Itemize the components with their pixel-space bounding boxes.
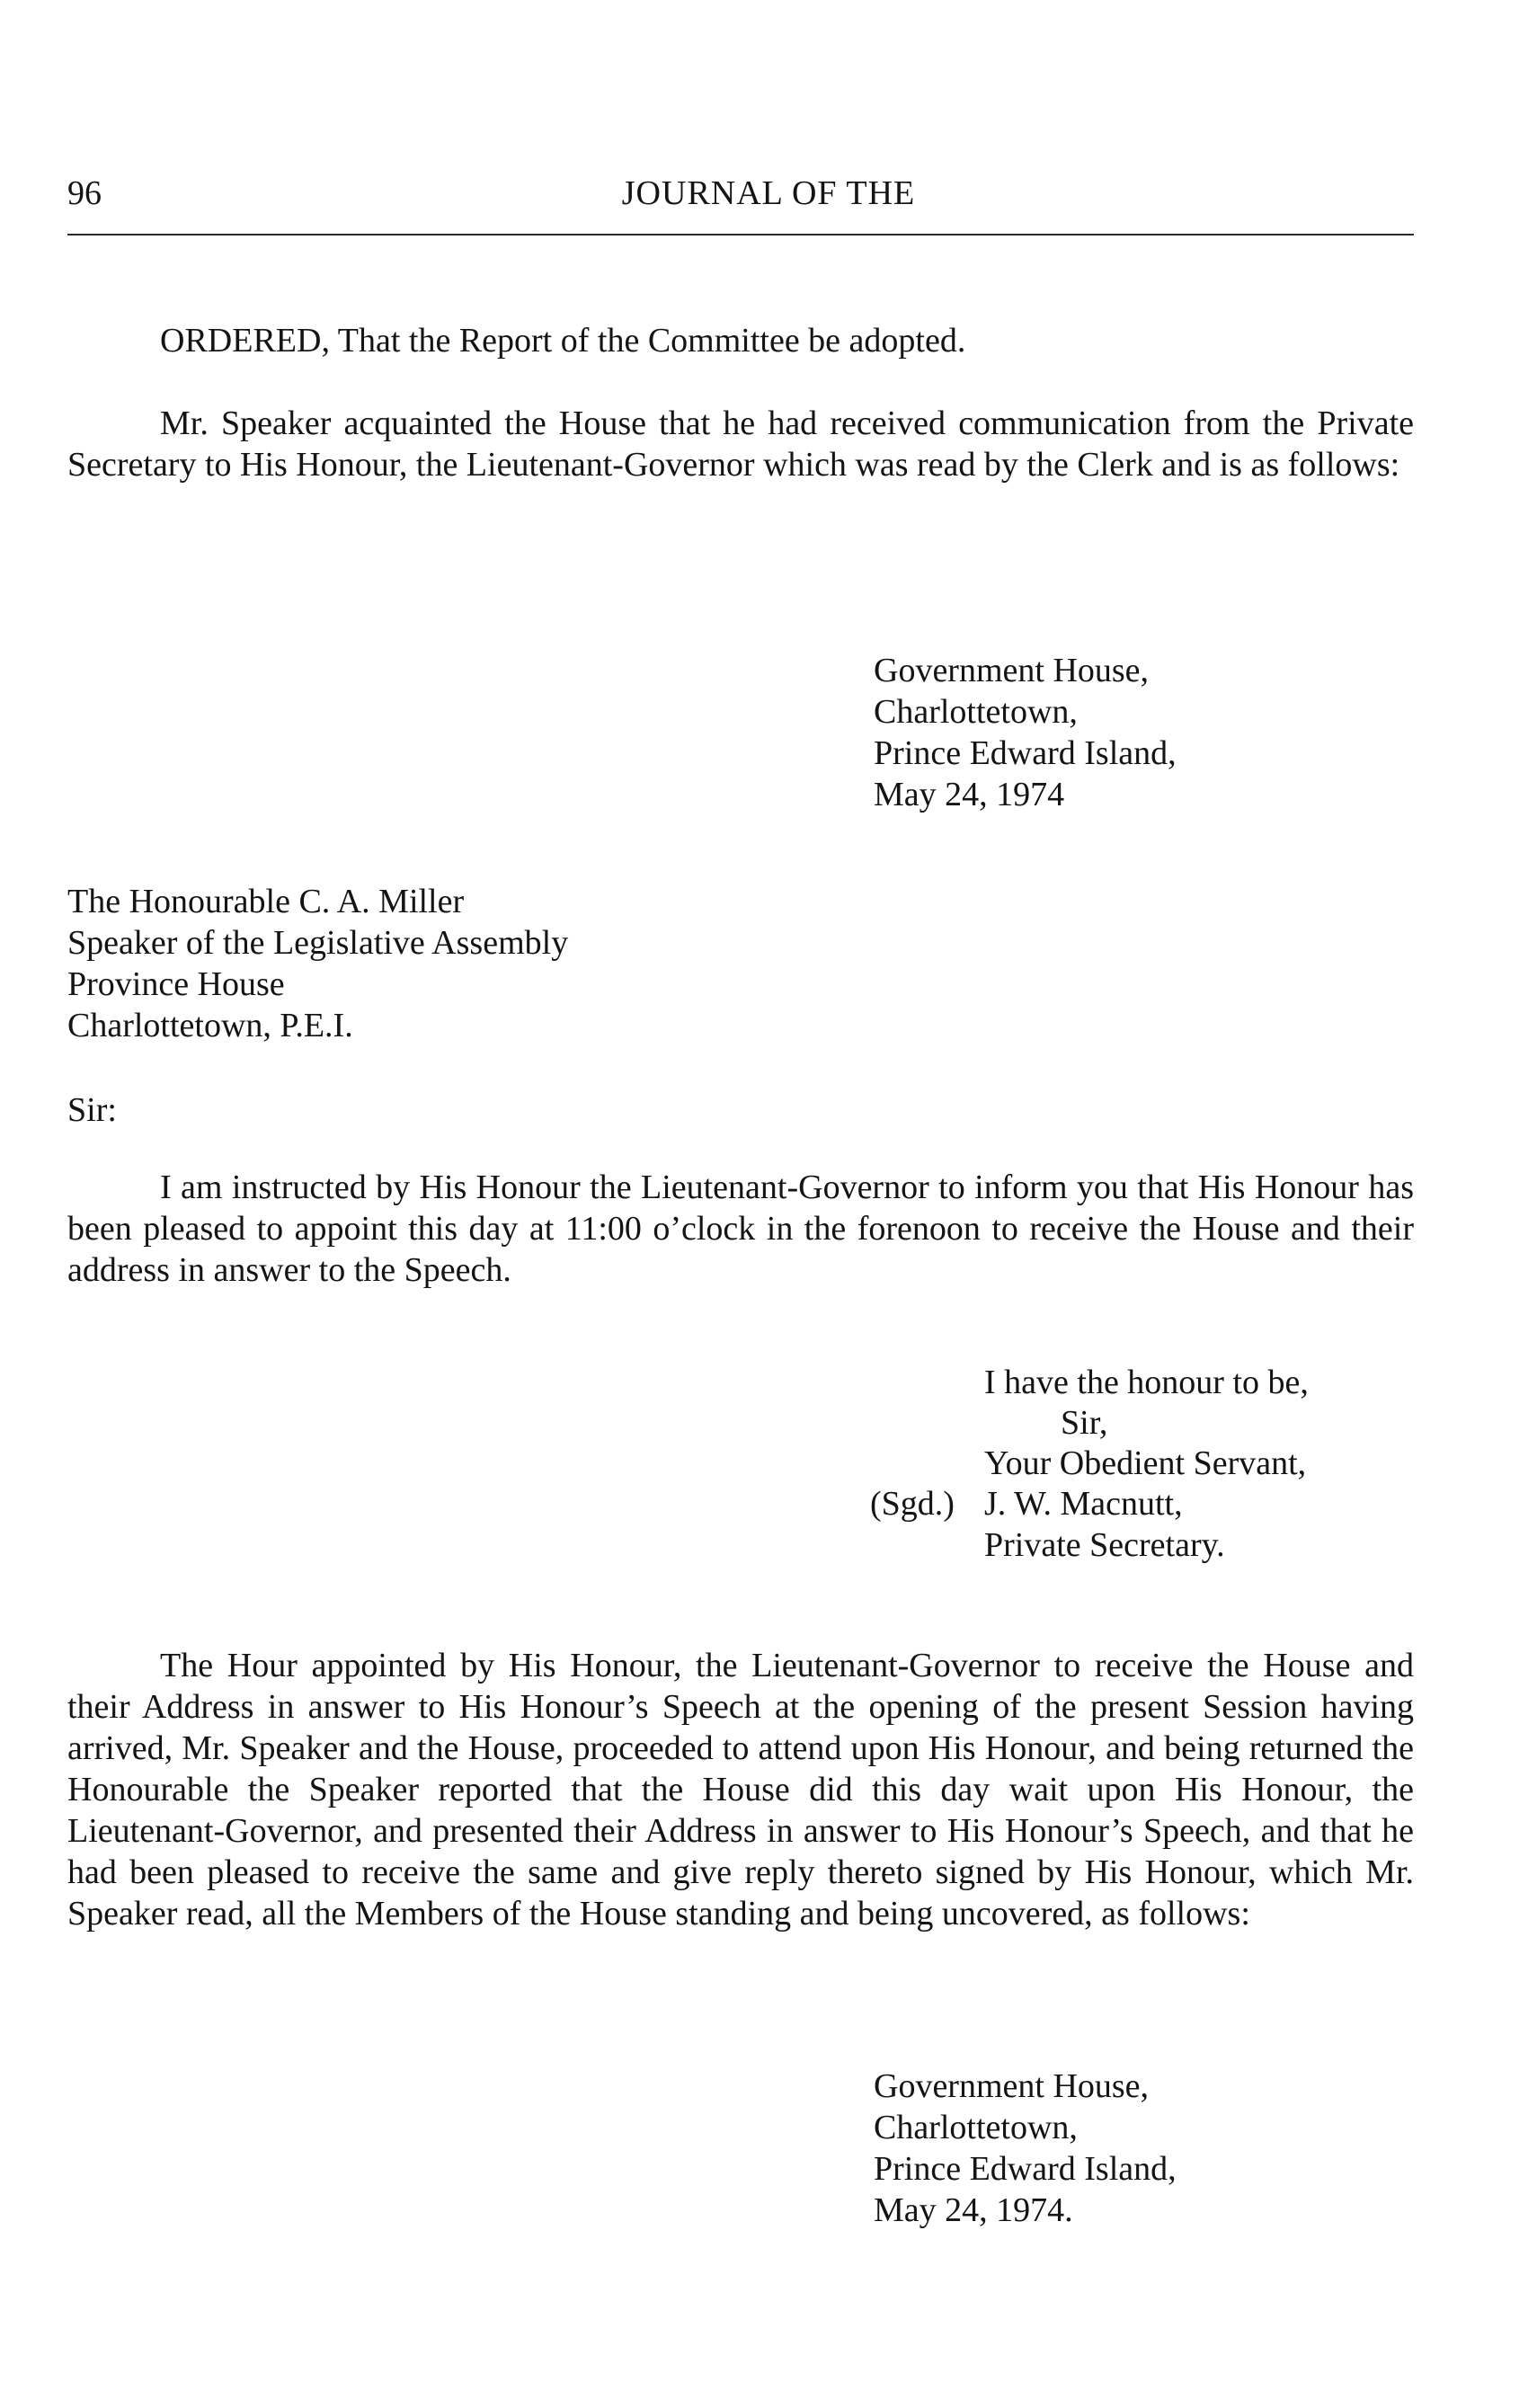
recipient-line-3: Province House: [67, 965, 285, 1003]
recipient-block: [67, 881, 568, 1046]
hour-paragraph: The Hour appointed by His Honour, the Lieutenant-Governor to receive the House and their Address in answer to His Honour’s Speech at the opening of the present Session having arrived, Mr. Speaker and the House, proceeded to attend upon His Honour, and being returned the Honourable the Speaker reported that the House did this day wait upon His Honour, the Lieutenant-Governor, and presented their Address in answer to His Honour’s Speech, and that he had been pleased to receive the same and give reply thereto signed by His Honour, which Mr. Speaker read, all the Members of the House standing and being uncovered, as follows:: [67, 1647, 1414, 1933]
letter2-address-line-3: Prince Edward Island,: [874, 2150, 1177, 2188]
recipient-line-1: The Honourable C. A. Miller: [67, 883, 465, 920]
closing-line-3: Your Obedient Servant,: [984, 1444, 1307, 1482]
letter1-address-block: [874, 650, 1177, 815]
recipient-line-4: Charlottetown, P.E.I.: [67, 1007, 353, 1044]
letter2-address-block: [874, 2066, 1177, 2231]
salutation: Sir:: [67, 1091, 117, 1129]
letter2-address-line-2: Charlottetown,: [874, 2109, 1078, 2146]
letter1-address-line-3: Prince Edward Island,: [874, 734, 1177, 772]
signatory-title: Private Secretary.: [984, 1526, 1225, 1564]
letter2-date: May 24, 1974.: [874, 2191, 1073, 2229]
intro-paragraph: Mr. Speaker acquainted the House that he had received communication from the Private Secretary to His Honour, the Lieutenant-Governor which was read by the Clerk and is as follows:: [67, 404, 1414, 484]
closing-line-1: I have the honour to be,: [984, 1364, 1309, 1401]
recipient-line-2: Speaker of the Legislative Assembly: [67, 924, 569, 962]
letter1-body: I am instructed by His Honour the Lieutenant-Governor to inform you that His Honour has been pleased to appoint this day at 11:00 o’clock in the forenoon to receive the House and their address in answer to the Speech.: [67, 1168, 1414, 1289]
running-title: JOURNAL OF THE: [621, 174, 916, 212]
ordered-line: ORDERED, That the Report of the Committee be adopted.: [160, 322, 966, 360]
page-number: 96: [67, 174, 102, 212]
letter1-date: May 24, 1974: [874, 776, 1065, 813]
letter1-address-line-2: Charlottetown,: [874, 693, 1078, 731]
closing-sir: Sir,: [1061, 1404, 1108, 1442]
sgd-prefix: (Sgd.): [870, 1485, 955, 1523]
header-rule: [67, 234, 1414, 235]
signatory-name: J. W. Macnutt,: [984, 1485, 1183, 1523]
letter2-address-line-1: Government House,: [874, 2067, 1150, 2105]
letter1-address-line-1: Government House,: [874, 652, 1150, 689]
